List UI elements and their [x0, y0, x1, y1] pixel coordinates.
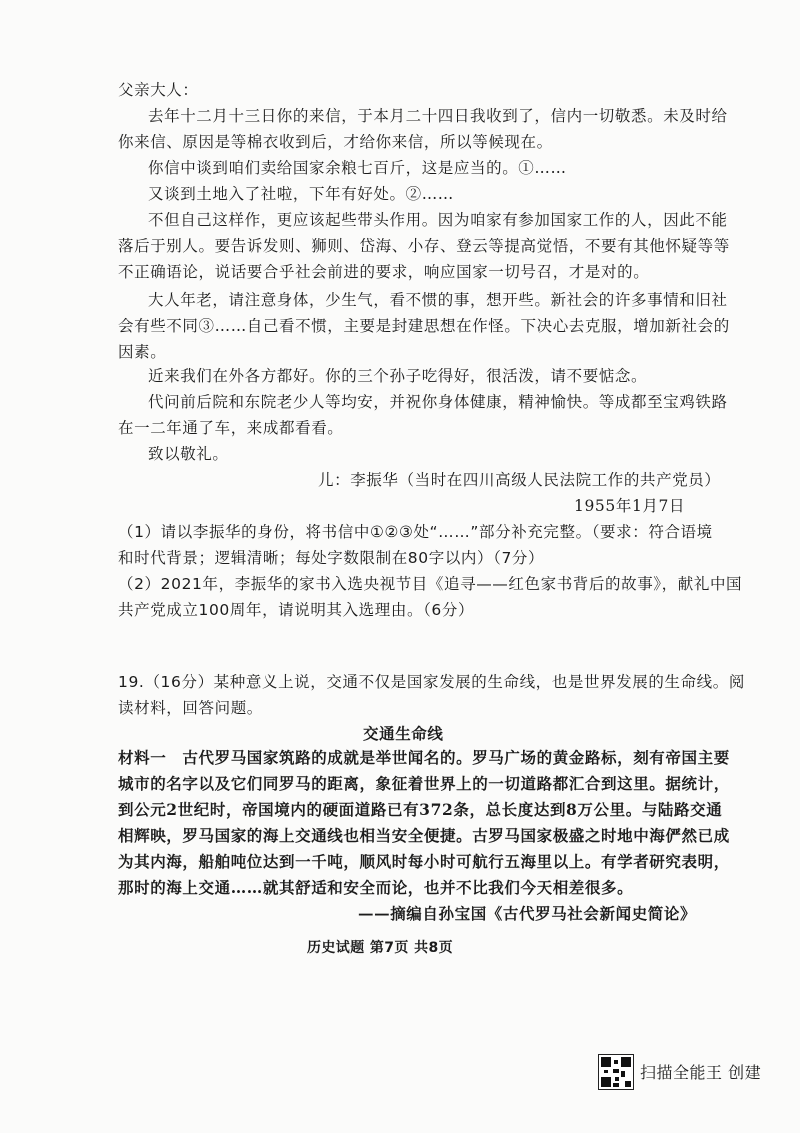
- letter-paragraph-line: 会有些不同③……自己看不惯，主要是封建思想在作怪。下决心去克服，增加新社会的: [118, 317, 730, 335]
- question-line: 和时代背景；逻辑清晰；每处字数限制在80字以内）（7分）: [118, 549, 545, 567]
- letter-paragraph-line: 在一二年通了车，来成都看看。: [118, 419, 344, 437]
- letter-paragraph-line: 你来信、原因是等棉衣收到后，才给你来信，所以等候现在。: [118, 133, 553, 151]
- letter-paragraph-line: 大人年老，请注意身体，少生气，看不惯的事，想开些。新社会的许多事情和旧社: [148, 291, 728, 309]
- letter-paragraph-line: 近来我们在外各方都好。你的三个孙子吃得好，很活泼，请不要惦念。: [148, 367, 648, 385]
- material-line: 材料一 古代罗马国家筑路的成就是举世闻名的。罗马广场的黄金路标，刻有帝国主要: [118, 748, 730, 767]
- page-footer: 历史试题 第7页 共8页: [307, 940, 454, 956]
- material-line: 那时的海上交通……就其舒适和安全而论，也并不比我们今天相差很多。: [118, 878, 634, 897]
- question-line: （1）请以李振华的身份，将书信中①②③处“……”部分补充完整。（要求：符合语境: [118, 523, 713, 541]
- letter-paragraph-line: 不正确语论，说话要合乎社会前进的要求，响应国家一切号召，才是对的。: [118, 263, 650, 281]
- letter-date: 1955年1月7日: [574, 497, 686, 515]
- letter-salutation: 父亲大人：: [118, 81, 199, 99]
- letter-paragraph-line: 不但自己这样作，更应该起些带头作用。因为咱家有参加国家工作的人，因此不能: [148, 211, 728, 229]
- question-line: 共产党成立100周年，请说明其入选理由。（6分）: [118, 601, 475, 619]
- letter-paragraph-line: 去年十二月十三日你的来信，于本月二十四日我收到了，信内一切敬悉。未及时给: [148, 107, 728, 125]
- material-line: 城市的名字以及它们同罗马的距离，象征着世界上的一切道路都汇合到这里。据统计，: [118, 774, 730, 793]
- material-line: 到公元2世纪时，帝国境内的硬面道路已有372条，总长度达到8万公里。与陆路交通: [118, 800, 723, 819]
- material-line: 为其内海，船舶吨位达到一千吨，顺风时每小时可航行五海里以上。有学者研究表明，: [118, 852, 730, 871]
- letter-signature: 儿：李振华（当时在四川高级人民法院工作的共产党员）: [318, 471, 721, 489]
- material-line: 相辉映，罗马国家的海上交通线也相当安全便捷。古罗马国家极盛之时地中海俨然已成: [118, 826, 730, 845]
- letter-paragraph-line: 落后于别人。要告诉发则、狮则、岱海、小存、登云等提高觉悟，不要有其他怀疑等等: [118, 237, 730, 255]
- letter-closing: 致以敬礼。: [148, 445, 229, 463]
- letter-paragraph-line: 你信中谈到咱们卖给国家余粮七百斤，这是应当的。①……: [148, 159, 567, 177]
- letter-paragraph-line: 代问前后院和东院老少人等均安，并祝你身体健康，精神愉快。等成都至宝鸡铁路: [148, 393, 728, 411]
- letter-paragraph-line: 又谈到土地入了社啦，下年有好处。②……: [148, 185, 454, 203]
- q19-stem-line: 读材料，回答问题。: [118, 699, 263, 717]
- qr-code-icon: [598, 1054, 634, 1090]
- material-source: ——摘编自孙宝国《古代罗马社会新闻史简论》: [358, 904, 697, 923]
- material-title: 交通生命线: [363, 725, 444, 743]
- letter-paragraph-line: 因素。: [118, 343, 167, 361]
- question-line: （2）2021年，李振华的家书入选央视节目《追寻——红色家书背后的故事》，献礼中国: [118, 575, 743, 593]
- scanner-watermark: 扫描全能王 创建: [640, 1063, 762, 1082]
- q19-stem-line: 19.（16分）某种意义上说，交通不仅是国家发展的生命线，也是世界发展的生命线。阅: [118, 673, 745, 691]
